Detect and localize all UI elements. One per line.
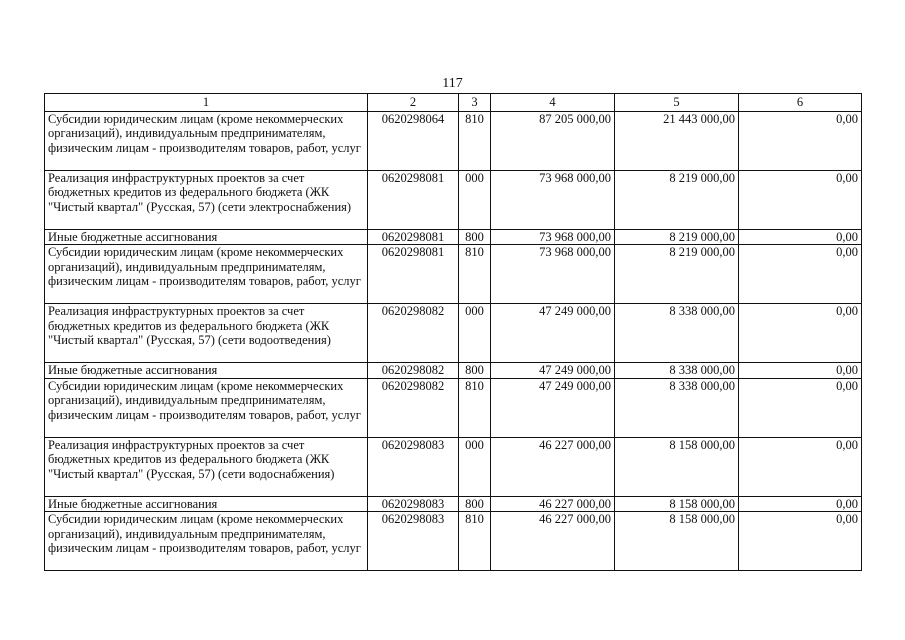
- row-amount-col4: 73 968 000,00: [491, 230, 615, 245]
- row-name: Субсидии юридическим лицам (кроме некоммерческих организаций), индивидуальным предпринимателям, физическим лицам - производителям товаров, работ, услуг: [45, 512, 368, 571]
- row-name: Реализация инфраструктурных проектов за счет бюджетных кредитов из федерального бюджета (ЖК "Чистый квартал" (Русская, 57) (сети водоотведения): [45, 304, 368, 363]
- row-expense-type: 810: [459, 378, 491, 437]
- budget-table: [44, 93, 862, 571]
- column-header-4: 4: [491, 94, 615, 112]
- table-row: [45, 230, 862, 245]
- row-expense-type: 810: [459, 245, 491, 304]
- row-name: Иные бюджетные ассигнования: [45, 496, 368, 511]
- row-target-article: 0620298083: [368, 512, 459, 571]
- row-amount-col4: 46 227 000,00: [491, 496, 615, 511]
- row-expense-type: 000: [459, 437, 491, 496]
- row-name: Субсидии юридическим лицам (кроме некоммерческих организаций), индивидуальным предпринимателям, физическим лицам - производителям товаров, работ, услуг: [45, 112, 368, 171]
- row-amount-col4: 73 968 000,00: [491, 245, 615, 304]
- column-header-5: 5: [615, 94, 739, 112]
- row-target-article: 0620298064: [368, 112, 459, 171]
- row-target-article: 0620298081: [368, 171, 459, 230]
- row-amount-col5: 21 443 000,00: [615, 112, 739, 171]
- row-amount-col6: 0,00: [739, 230, 862, 245]
- row-amount-col4: 73 968 000,00: [491, 171, 615, 230]
- row-name: Иные бюджетные ассигнования: [45, 230, 368, 245]
- row-amount-col6: 0,00: [739, 437, 862, 496]
- row-expense-type: 800: [459, 496, 491, 511]
- row-amount-col5: 8 158 000,00: [615, 496, 739, 511]
- row-amount-col6: 0,00: [739, 171, 862, 230]
- table-row: [45, 496, 862, 511]
- row-target-article: 0620298083: [368, 496, 459, 511]
- column-header-1: 1: [45, 94, 368, 112]
- table-row: [45, 512, 862, 571]
- row-amount-col6: 0,00: [739, 378, 862, 437]
- row-amount-col5: 8 219 000,00: [615, 171, 739, 230]
- row-name: Реализация инфраструктурных проектов за счет бюджетных кредитов из федерального бюджета (ЖК "Чистый квартал" (Русская, 57) (сети электроснабжения): [45, 171, 368, 230]
- row-amount-col4: 46 227 000,00: [491, 512, 615, 571]
- row-amount-col4: 87 205 000,00: [491, 112, 615, 171]
- row-amount-col6: 0,00: [739, 363, 862, 378]
- table-row: [45, 245, 862, 304]
- row-target-article: 0620298082: [368, 304, 459, 363]
- row-name: Субсидии юридическим лицам (кроме некоммерческих организаций), индивидуальным предпринимателям, физическим лицам - производителям товаров, работ, услуг: [45, 378, 368, 437]
- header-row: [45, 94, 862, 112]
- row-expense-type: 000: [459, 171, 491, 230]
- row-amount-col5: 8 158 000,00: [615, 512, 739, 571]
- row-target-article: 0620298082: [368, 363, 459, 378]
- row-amount-col6: 0,00: [739, 112, 862, 171]
- row-amount-col4: 47 249 000,00: [491, 378, 615, 437]
- row-amount-col5: 8 338 000,00: [615, 363, 739, 378]
- page-number: 117: [442, 76, 463, 91]
- row-amount-col6: 0,00: [739, 512, 862, 571]
- row-name: Реализация инфраструктурных проектов за счет бюджетных кредитов из федерального бюджета (ЖК "Чистый квартал" (Русская, 57) (сети водоснабжения): [45, 437, 368, 496]
- row-amount-col5: 8 338 000,00: [615, 304, 739, 363]
- row-amount-col6: 0,00: [739, 245, 862, 304]
- row-name: Иные бюджетные ассигнования: [45, 363, 368, 378]
- row-expense-type: 800: [459, 363, 491, 378]
- row-target-article: 0620298081: [368, 230, 459, 245]
- row-amount-col4: 47 249 000,00: [491, 304, 615, 363]
- row-amount-col5: 8 158 000,00: [615, 437, 739, 496]
- column-header-2: 2: [368, 94, 459, 112]
- row-name: Субсидии юридическим лицам (кроме некоммерческих организаций), индивидуальным предпринимателям, физическим лицам - производителям товаров, работ, услуг: [45, 245, 368, 304]
- row-expense-type: 000: [459, 304, 491, 363]
- row-target-article: 0620298082: [368, 378, 459, 437]
- table-row: [45, 378, 862, 437]
- table-row: [45, 363, 862, 378]
- row-expense-type: 800: [459, 230, 491, 245]
- table-row: [45, 304, 862, 363]
- row-amount-col5: 8 338 000,00: [615, 378, 739, 437]
- table-header: [45, 94, 862, 112]
- row-amount-col4: 47 249 000,00: [491, 363, 615, 378]
- row-target-article: 0620298083: [368, 437, 459, 496]
- column-header-6: 6: [739, 94, 862, 112]
- column-header-3: 3: [459, 94, 491, 112]
- row-target-article: 0620298081: [368, 245, 459, 304]
- row-amount-col5: 8 219 000,00: [615, 230, 739, 245]
- table-row: [45, 112, 862, 171]
- table-row: [45, 437, 862, 496]
- row-expense-type: 810: [459, 512, 491, 571]
- table-row: [45, 171, 862, 230]
- row-amount-col4: 46 227 000,00: [491, 437, 615, 496]
- row-amount-col5: 8 219 000,00: [615, 245, 739, 304]
- table-body: [45, 112, 862, 571]
- row-expense-type: 810: [459, 112, 491, 171]
- row-amount-col6: 0,00: [739, 496, 862, 511]
- row-amount-col6: 0,00: [739, 304, 862, 363]
